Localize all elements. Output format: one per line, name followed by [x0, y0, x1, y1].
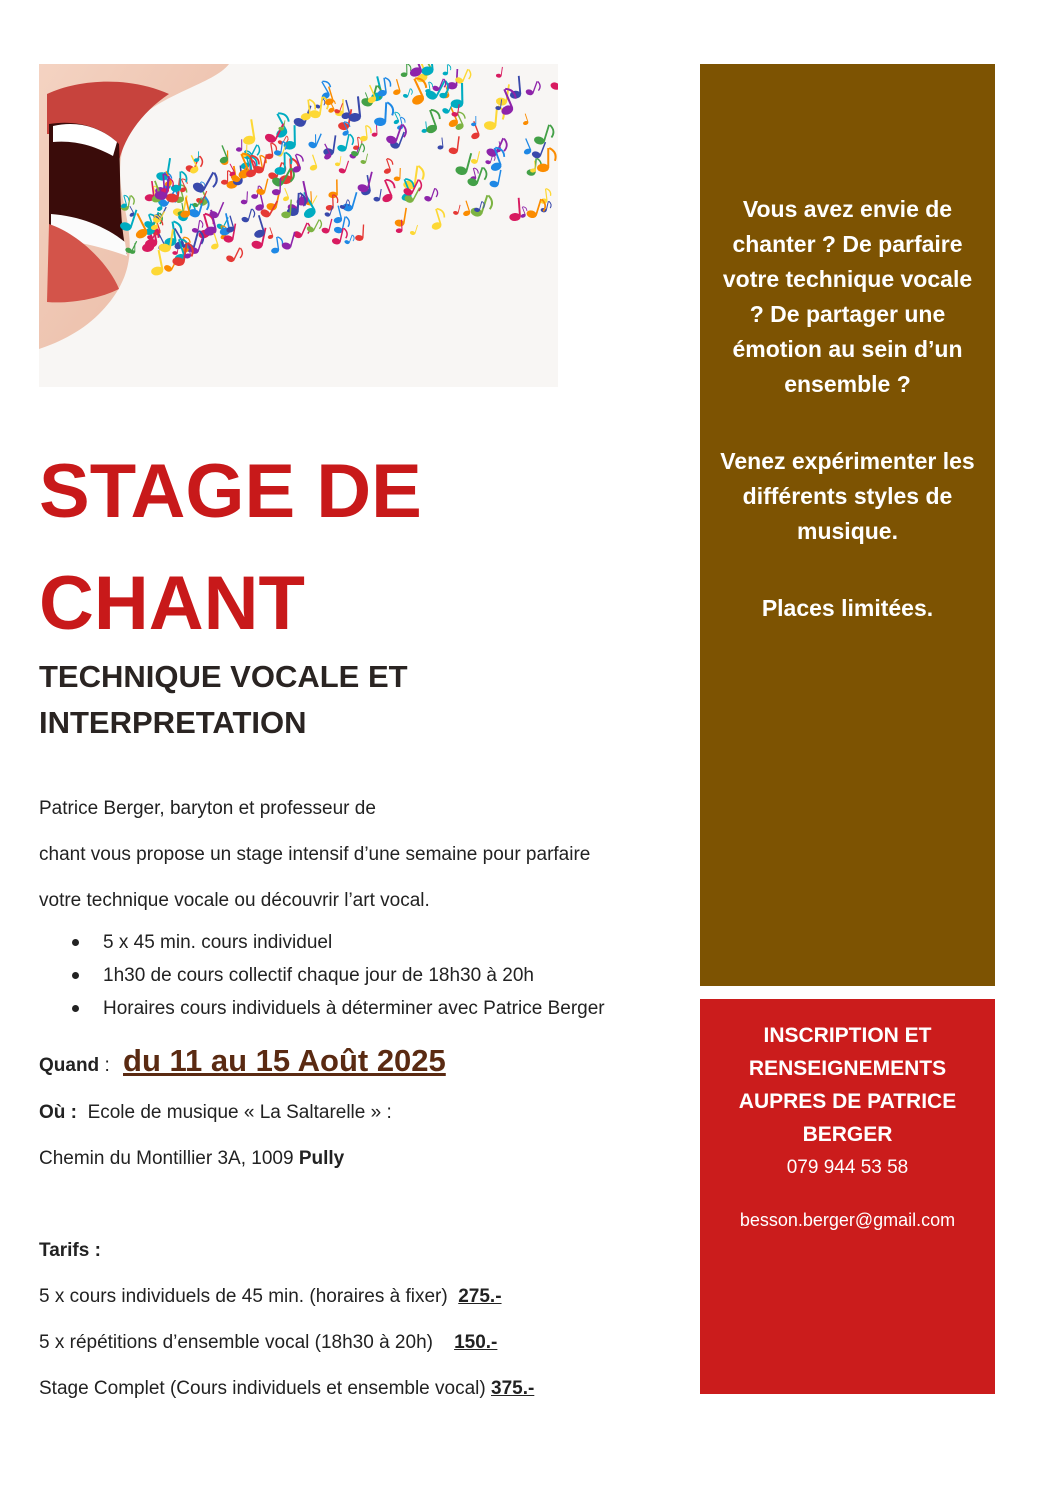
when-separator: : — [99, 1055, 116, 1076]
contact-box — [700, 999, 995, 1394]
price-value: 150.- — [454, 1332, 498, 1353]
sidebar-paragraph-3: Places limitées. — [761, 595, 934, 621]
venue-city: Pully — [298, 1148, 345, 1169]
title-line-2: CHANT — [39, 561, 305, 646]
price-value: 275.- — [458, 1286, 502, 1307]
price-row-text: 5 x cours individuels de 45 min. (horaires à fixer) — [39, 1286, 459, 1307]
list-item: 5 x 45 min. cours individuel — [39, 926, 689, 959]
where-label: Où : — [39, 1102, 77, 1123]
price-row — [39, 1320, 699, 1366]
venue-address: Chemin du Montillier 3A, 1009 — [39, 1148, 299, 1169]
price-row — [39, 1274, 699, 1320]
price-value: 375.- — [491, 1378, 535, 1399]
price-row — [39, 1366, 699, 1412]
sidebar-paragraph-1: Vous avez envie de chanter ? De parfaire votre technique vocale ? De partager une émotion au sein d’un ensemble ? — [722, 196, 973, 397]
title-line-1: STAGE DE — [39, 449, 422, 534]
list-item: 1h30 de cours collectif chaque jour de 18h30 à 20h — [39, 959, 689, 992]
page-subtitle — [39, 654, 659, 746]
pricing-block — [39, 1228, 699, 1412]
intro-line-2: chant vous propose un stage intensif d’une semaine pour parfaire — [39, 844, 591, 865]
info-sidebar — [700, 64, 995, 986]
price-row-text: Stage Complet (Cours individuels et ensemble vocal) — [39, 1378, 491, 1399]
subtitle-line-1: TECHNIQUE VOCALE ET — [39, 659, 408, 694]
venue-name: Ecole de musique « La Saltarelle » : — [87, 1102, 392, 1123]
list-item: Horaires cours individuels à déterminer avec Patrice Berger — [39, 992, 689, 1025]
contact-heading: INSCRIPTION ET RENSEIGNEMENTS AUPRES DE PATRICE BERGER — [738, 1024, 957, 1146]
intro-paragraph — [39, 786, 679, 924]
contact-email[interactable]: besson.berger@gmail.com — [739, 1210, 956, 1230]
sidebar-paragraph-2: Venez expérimenter les différents styles de musique. — [720, 448, 975, 544]
when-line — [39, 1038, 679, 1089]
contact-phone[interactable]: 079 944 53 58 — [786, 1157, 909, 1178]
pricing-label: Tarifs : — [39, 1240, 101, 1261]
intro-line-3: votre technique vocale ou découvrir l’art vocal. — [39, 890, 430, 911]
where-block — [39, 1090, 679, 1182]
event-date: du 11 au 15 Août 2025 — [123, 1043, 446, 1078]
when-label: Quand — [39, 1055, 100, 1076]
page-title — [39, 436, 659, 660]
feature-list — [39, 926, 689, 1025]
hero-image — [39, 64, 558, 387]
price-row-text: 5 x répétitions d’ensemble vocal (18h30 à 20h) — [39, 1332, 455, 1353]
singing-mouth-icon — [39, 64, 558, 387]
intro-line-1: Patrice Berger, baryton et professeur de — [39, 798, 376, 819]
subtitle-line-2: INTERPRETATION — [39, 705, 307, 740]
